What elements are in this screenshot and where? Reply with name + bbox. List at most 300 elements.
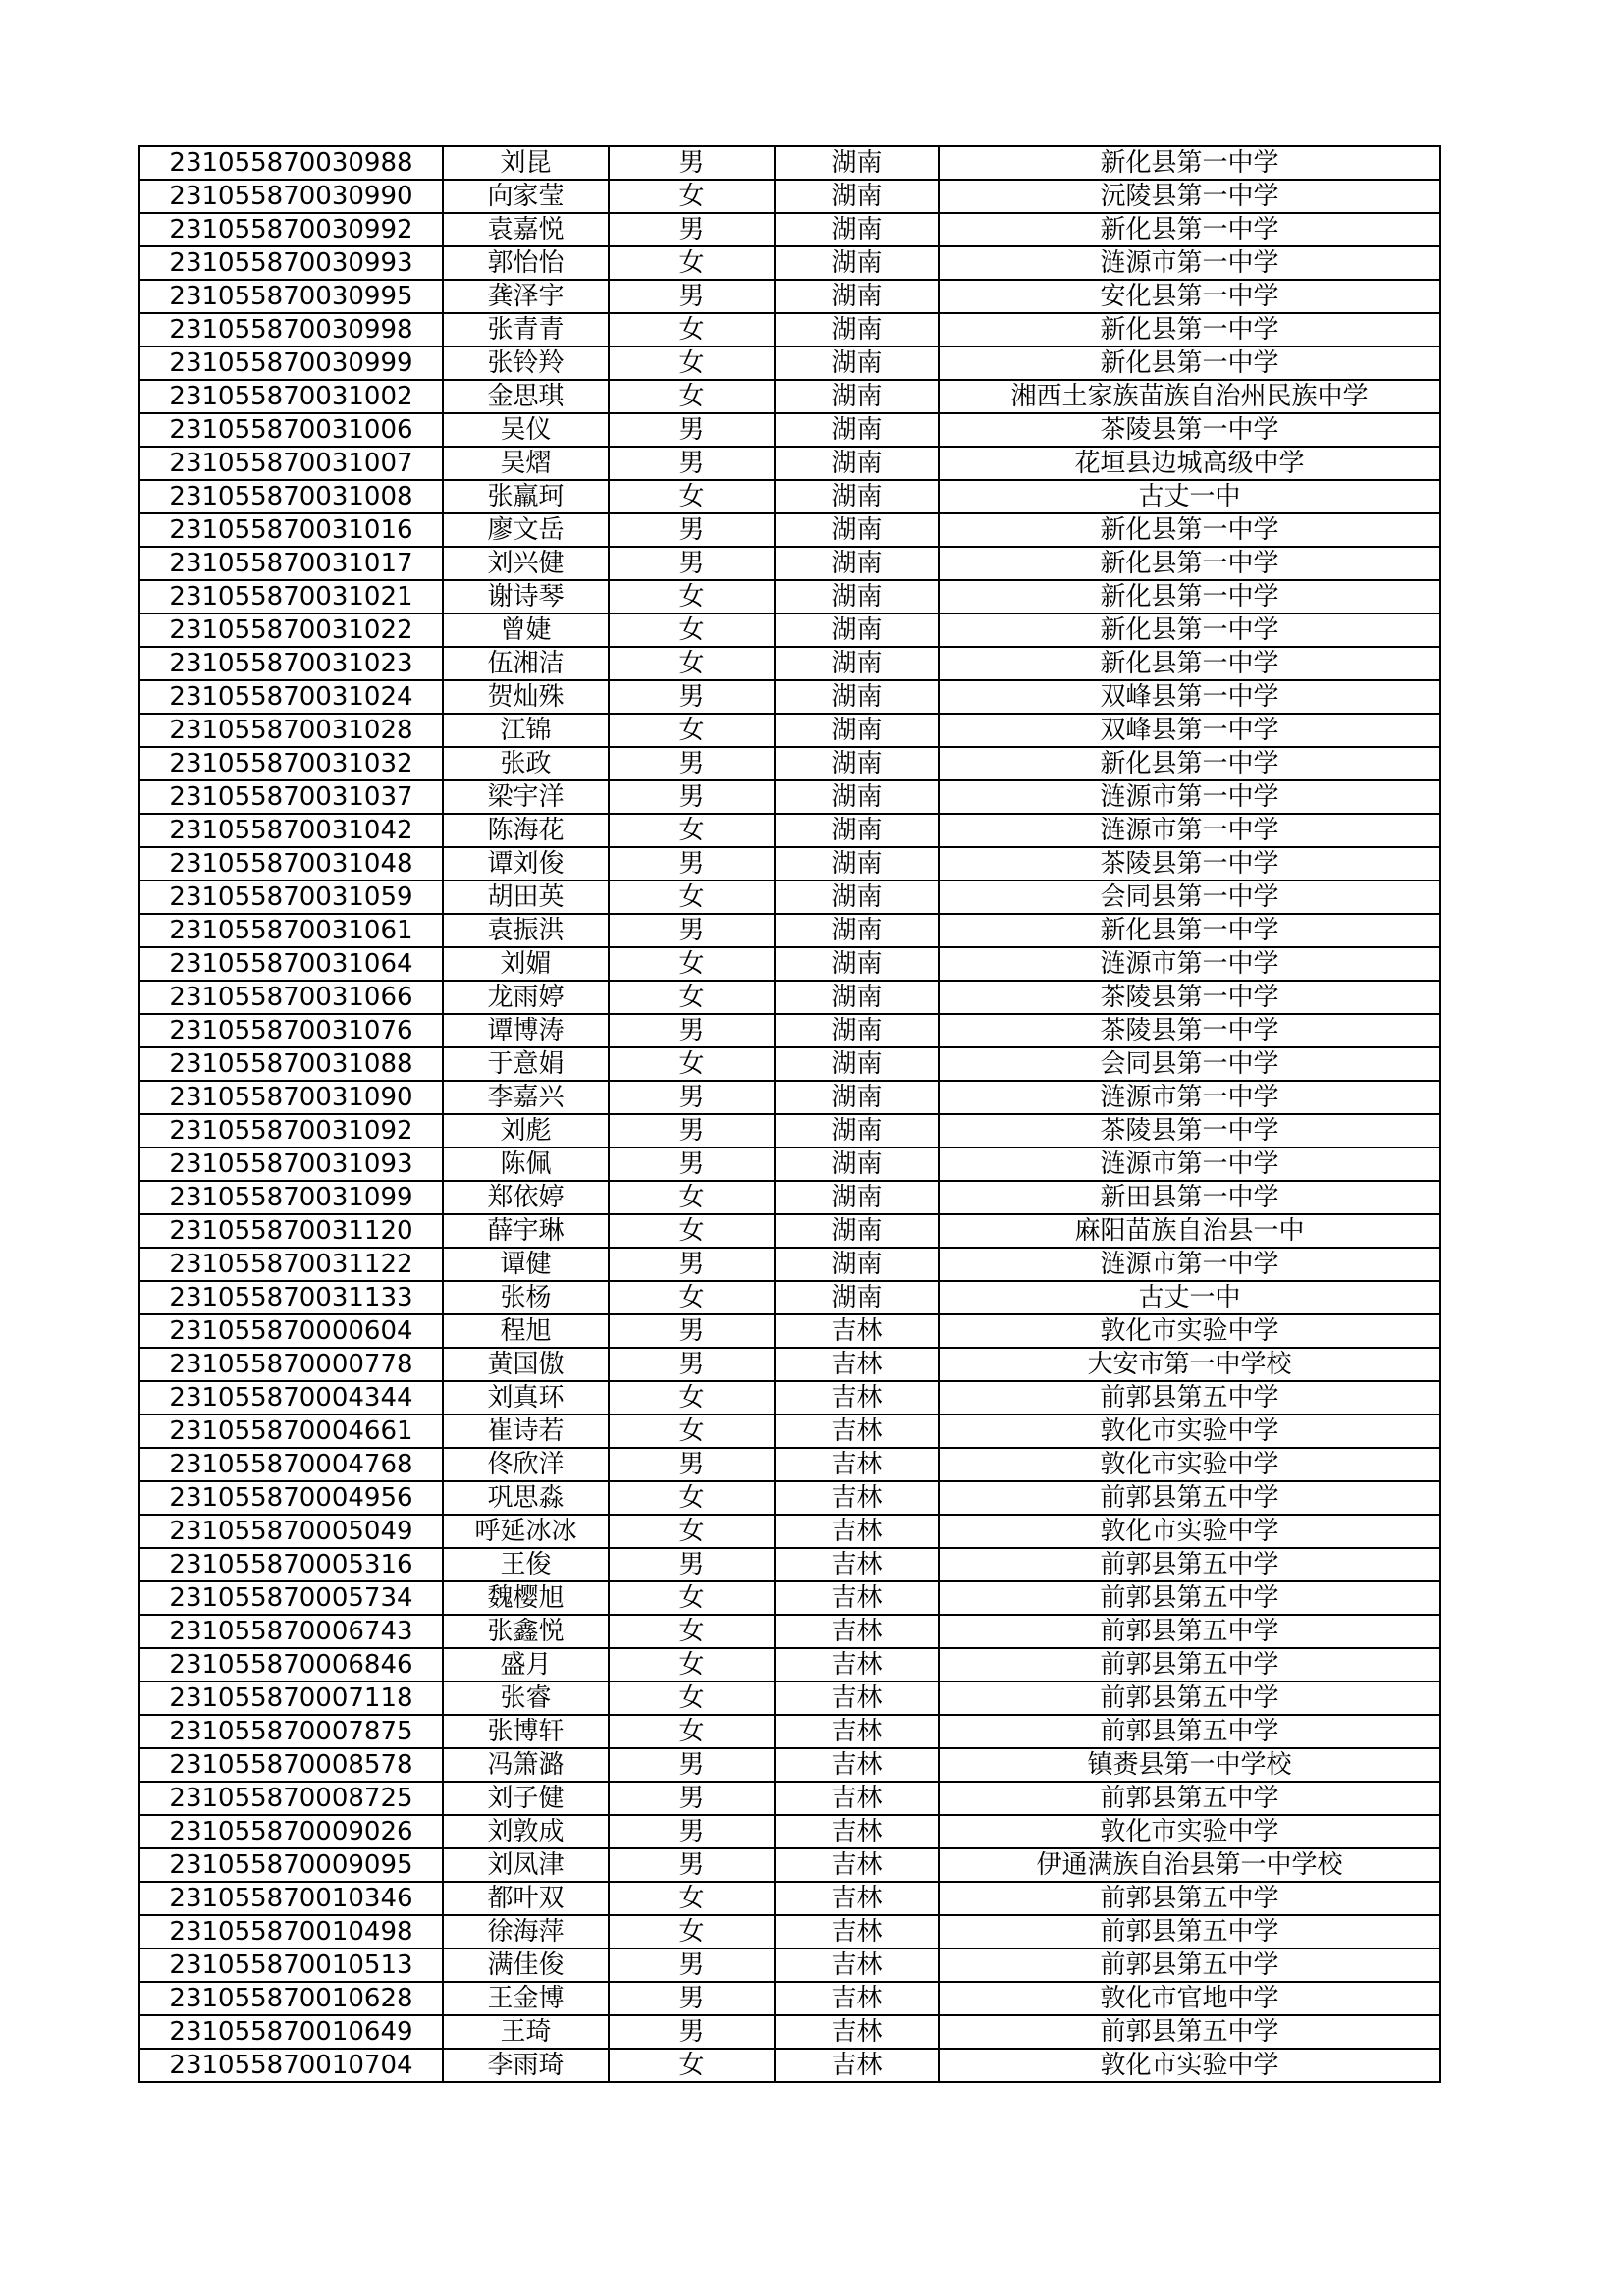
candidate-id-cell: 231055870004956: [139, 1481, 443, 1515]
school-cell: 涟源市第一中学: [939, 1081, 1440, 1114]
candidate-id-cell: 231055870030988: [139, 146, 443, 180]
candidate-id-cell: 231055870031076: [139, 1014, 443, 1047]
province-cell: 湖南: [775, 780, 939, 814]
province-cell: 湖南: [775, 1047, 939, 1081]
province-cell: 吉林: [775, 1348, 939, 1381]
name-cell: 陈海花: [443, 814, 609, 847]
province-cell: 湖南: [775, 246, 939, 280]
school-cell: 新化县第一中学: [939, 513, 1440, 547]
gender-cell: 男: [609, 280, 775, 313]
candidate-id-cell: 231055870007118: [139, 1682, 443, 1715]
table-row: [139, 480, 1440, 513]
name-cell: 贺灿殊: [443, 680, 609, 714]
school-cell: 伊通满族自治县第一中学校: [939, 1848, 1440, 1882]
gender-cell: 男: [609, 1848, 775, 1882]
gender-cell: 男: [609, 2015, 775, 2049]
candidate-id-cell: 231055870010498: [139, 1915, 443, 1949]
roster-table: [138, 145, 1441, 2083]
table-row: [139, 914, 1440, 947]
name-cell: 曾婕: [443, 614, 609, 647]
gender-cell: 男: [609, 1314, 775, 1348]
gender-cell: 女: [609, 947, 775, 981]
name-cell: 吴熠: [443, 447, 609, 480]
gender-cell: 女: [609, 380, 775, 413]
school-cell: 会同县第一中学: [939, 1047, 1440, 1081]
table-row: [139, 981, 1440, 1014]
table-row: [139, 2015, 1440, 2049]
name-cell: 张睿: [443, 1682, 609, 1715]
table-row: [139, 714, 1440, 747]
candidate-id-cell: 231055870031048: [139, 847, 443, 881]
name-cell: 张羸珂: [443, 480, 609, 513]
table-row: [139, 614, 1440, 647]
school-cell: 前郭县第五中学: [939, 1682, 1440, 1715]
table-row: [139, 1181, 1440, 1214]
gender-cell: 女: [609, 1214, 775, 1248]
candidate-id-cell: 231055870000604: [139, 1314, 443, 1348]
gender-cell: 男: [609, 680, 775, 714]
table-row: [139, 1915, 1440, 1949]
name-cell: 黄国傲: [443, 1348, 609, 1381]
candidate-id-cell: 231055870010704: [139, 2049, 443, 2082]
gender-cell: 男: [609, 780, 775, 814]
candidate-id-cell: 231055870031002: [139, 380, 443, 413]
table-row: [139, 213, 1440, 246]
school-cell: 涟源市第一中学: [939, 1248, 1440, 1281]
table-row: [139, 513, 1440, 547]
gender-cell: 男: [609, 1114, 775, 1148]
province-cell: 湖南: [775, 747, 939, 780]
candidate-id-cell: 231055870009095: [139, 1848, 443, 1882]
school-cell: 古丈一中: [939, 1281, 1440, 1314]
school-cell: 新化县第一中学: [939, 580, 1440, 614]
province-cell: 吉林: [775, 1782, 939, 1815]
school-cell: 敦化市实验中学: [939, 1515, 1440, 1548]
table-row: [139, 680, 1440, 714]
table-row: [139, 947, 1440, 981]
candidate-id-cell: 231055870030998: [139, 313, 443, 347]
candidate-id-cell: 231055870031024: [139, 680, 443, 714]
table-row: [139, 313, 1440, 347]
school-cell: 双峰县第一中学: [939, 714, 1440, 747]
candidate-id-cell: 231055870031122: [139, 1248, 443, 1281]
gender-cell: 男: [609, 1348, 775, 1381]
gender-cell: 女: [609, 1915, 775, 1949]
province-cell: 吉林: [775, 1882, 939, 1915]
gender-cell: 女: [609, 1381, 775, 1415]
province-cell: 湖南: [775, 380, 939, 413]
province-cell: 吉林: [775, 1682, 939, 1715]
candidate-id-cell: 231055870031093: [139, 1148, 443, 1181]
table-row: [139, 1415, 1440, 1448]
province-cell: 湖南: [775, 714, 939, 747]
school-cell: 茶陵县第一中学: [939, 1114, 1440, 1148]
province-cell: 吉林: [775, 1815, 939, 1848]
candidate-id-cell: 231055870006743: [139, 1615, 443, 1648]
table-row: [139, 1114, 1440, 1148]
school-cell: 敦化市实验中学: [939, 1415, 1440, 1448]
province-cell: 湖南: [775, 1214, 939, 1248]
school-cell: 涟源市第一中学: [939, 947, 1440, 981]
name-cell: 袁振洪: [443, 914, 609, 947]
candidate-id-cell: 231055870008578: [139, 1748, 443, 1782]
province-cell: 湖南: [775, 614, 939, 647]
gender-cell: 男: [609, 1982, 775, 2015]
school-cell: 涟源市第一中学: [939, 246, 1440, 280]
table-row: [139, 1615, 1440, 1648]
candidate-id-cell: 231055870031099: [139, 1181, 443, 1214]
candidate-id-cell: 231055870031032: [139, 747, 443, 780]
name-cell: 都叶双: [443, 1882, 609, 1915]
gender-cell: 女: [609, 2049, 775, 2082]
school-cell: 大安市第一中学校: [939, 1348, 1440, 1381]
table-row: [139, 1214, 1440, 1248]
name-cell: 龚泽宇: [443, 280, 609, 313]
gender-cell: 男: [609, 1081, 775, 1114]
table-row: [139, 2049, 1440, 2082]
gender-cell: 女: [609, 313, 775, 347]
table-row: [139, 1581, 1440, 1615]
candidate-id-cell: 231055870005049: [139, 1515, 443, 1548]
school-cell: 新化县第一中学: [939, 747, 1440, 780]
candidate-id-cell: 231055870031016: [139, 513, 443, 547]
candidate-id-cell: 231055870031008: [139, 480, 443, 513]
candidate-id-cell: 231055870031088: [139, 1047, 443, 1081]
name-cell: 向家莹: [443, 180, 609, 213]
candidate-id-cell: 231055870031028: [139, 714, 443, 747]
name-cell: 陈佩: [443, 1148, 609, 1181]
candidate-id-cell: 231055870000778: [139, 1348, 443, 1381]
table-row: [139, 847, 1440, 881]
candidate-id-cell: 231055870031064: [139, 947, 443, 981]
province-cell: 吉林: [775, 1949, 939, 1982]
candidate-id-cell: 231055870010346: [139, 1882, 443, 1915]
table-row: [139, 881, 1440, 914]
school-cell: 前郭县第五中学: [939, 1782, 1440, 1815]
gender-cell: 女: [609, 1515, 775, 1548]
candidate-id-cell: 231055870010649: [139, 2015, 443, 2049]
gender-cell: 男: [609, 1748, 775, 1782]
name-cell: 呼延冰冰: [443, 1515, 609, 1548]
province-cell: 吉林: [775, 2015, 939, 2049]
candidate-id-cell: 231055870031061: [139, 914, 443, 947]
province-cell: 湖南: [775, 347, 939, 380]
table-row: [139, 1882, 1440, 1915]
table-row: [139, 780, 1440, 814]
candidate-id-cell: 231055870031006: [139, 413, 443, 447]
roster-table-body: [139, 146, 1440, 2082]
candidate-id-cell: 231055870005316: [139, 1548, 443, 1581]
name-cell: 冯箫潞: [443, 1748, 609, 1782]
gender-cell: 男: [609, 914, 775, 947]
table-row: [139, 1982, 1440, 2015]
school-cell: 涟源市第一中学: [939, 1148, 1440, 1181]
province-cell: 吉林: [775, 1715, 939, 1748]
table-row: [139, 1481, 1440, 1515]
school-cell: 新化县第一中学: [939, 213, 1440, 246]
province-cell: 湖南: [775, 1148, 939, 1181]
school-cell: 敦化市实验中学: [939, 1314, 1440, 1348]
province-cell: 湖南: [775, 547, 939, 580]
candidate-id-cell: 231055870030992: [139, 213, 443, 246]
candidate-id-cell: 231055870004661: [139, 1415, 443, 1448]
gender-cell: 女: [609, 580, 775, 614]
name-cell: 徐海萍: [443, 1915, 609, 1949]
name-cell: 张政: [443, 747, 609, 780]
table-row: [139, 1248, 1440, 1281]
name-cell: 李嘉兴: [443, 1081, 609, 1114]
table-row: [139, 1848, 1440, 1882]
school-cell: 前郭县第五中学: [939, 2015, 1440, 2049]
province-cell: 吉林: [775, 1381, 939, 1415]
name-cell: 薛宇琳: [443, 1214, 609, 1248]
province-cell: 吉林: [775, 1314, 939, 1348]
province-cell: 湖南: [775, 513, 939, 547]
table-row: [139, 1448, 1440, 1481]
gender-cell: 男: [609, 213, 775, 246]
name-cell: 谭健: [443, 1248, 609, 1281]
gender-cell: 女: [609, 1581, 775, 1615]
name-cell: 谢诗琴: [443, 580, 609, 614]
gender-cell: 女: [609, 1481, 775, 1515]
gender-cell: 男: [609, 547, 775, 580]
school-cell: 前郭县第五中学: [939, 1715, 1440, 1748]
province-cell: 湖南: [775, 447, 939, 480]
school-cell: 沅陵县第一中学: [939, 180, 1440, 213]
gender-cell: 女: [609, 981, 775, 1014]
candidate-id-cell: 231055870030993: [139, 246, 443, 280]
table-row: [139, 1715, 1440, 1748]
name-cell: 张博轩: [443, 1715, 609, 1748]
province-cell: 湖南: [775, 680, 939, 714]
school-cell: 前郭县第五中学: [939, 1915, 1440, 1949]
gender-cell: 男: [609, 146, 775, 180]
table-row: [139, 1682, 1440, 1715]
candidate-id-cell: 231055870004344: [139, 1381, 443, 1415]
school-cell: 安化县第一中学: [939, 280, 1440, 313]
gender-cell: 女: [609, 647, 775, 680]
gender-cell: 男: [609, 1815, 775, 1848]
gender-cell: 女: [609, 1882, 775, 1915]
candidate-id-cell: 231055870010628: [139, 1982, 443, 2015]
province-cell: 吉林: [775, 1415, 939, 1448]
school-cell: 敦化市实验中学: [939, 2049, 1440, 2082]
school-cell: 新化县第一中学: [939, 647, 1440, 680]
province-cell: 湖南: [775, 647, 939, 680]
school-cell: 前郭县第五中学: [939, 1381, 1440, 1415]
name-cell: 刘真环: [443, 1381, 609, 1415]
candidate-id-cell: 231055870031133: [139, 1281, 443, 1314]
table-row: [139, 1148, 1440, 1181]
name-cell: 张鑫悦: [443, 1615, 609, 1648]
name-cell: 郭怡怡: [443, 246, 609, 280]
table-row: [139, 347, 1440, 380]
school-cell: 新化县第一中学: [939, 313, 1440, 347]
candidate-id-cell: 231055870031042: [139, 814, 443, 847]
name-cell: 谭刘俊: [443, 847, 609, 881]
gender-cell: 女: [609, 1047, 775, 1081]
table-row: [139, 1381, 1440, 1415]
name-cell: 谭博涛: [443, 1014, 609, 1047]
gender-cell: 女: [609, 1682, 775, 1715]
name-cell: 胡田英: [443, 881, 609, 914]
candidate-id-cell: 231055870030999: [139, 347, 443, 380]
name-cell: 王俊: [443, 1548, 609, 1581]
name-cell: 刘昆: [443, 146, 609, 180]
name-cell: 刘彪: [443, 1114, 609, 1148]
candidate-id-cell: 231055870031022: [139, 614, 443, 647]
gender-cell: 女: [609, 347, 775, 380]
gender-cell: 女: [609, 246, 775, 280]
school-cell: 前郭县第五中学: [939, 1581, 1440, 1615]
name-cell: 李雨琦: [443, 2049, 609, 2082]
name-cell: 张铃羚: [443, 347, 609, 380]
province-cell: 吉林: [775, 1982, 939, 2015]
gender-cell: 男: [609, 1148, 775, 1181]
candidate-id-cell: 231055870008725: [139, 1782, 443, 1815]
gender-cell: 男: [609, 847, 775, 881]
school-cell: 前郭县第五中学: [939, 1481, 1440, 1515]
gender-cell: 男: [609, 1448, 775, 1481]
table-row: [139, 180, 1440, 213]
name-cell: 刘兴健: [443, 547, 609, 580]
school-cell: 新化县第一中学: [939, 347, 1440, 380]
table-row: [139, 1081, 1440, 1114]
name-cell: 满佳俊: [443, 1949, 609, 1982]
school-cell: 花垣县边城高级中学: [939, 447, 1440, 480]
gender-cell: 女: [609, 1181, 775, 1214]
province-cell: 湖南: [775, 213, 939, 246]
candidate-id-cell: 231055870031066: [139, 981, 443, 1014]
province-cell: 湖南: [775, 1014, 939, 1047]
table-row: [139, 280, 1440, 313]
table-row: [139, 580, 1440, 614]
province-cell: 吉林: [775, 1848, 939, 1882]
gender-cell: 男: [609, 1949, 775, 1982]
table-row: [139, 1281, 1440, 1314]
candidate-id-cell: 231055870030990: [139, 180, 443, 213]
school-cell: 涟源市第一中学: [939, 814, 1440, 847]
table-row: [139, 1548, 1440, 1581]
table-row: [139, 1348, 1440, 1381]
name-cell: 王琦: [443, 2015, 609, 2049]
candidate-id-cell: 231055870031021: [139, 580, 443, 614]
province-cell: 吉林: [775, 1448, 939, 1481]
name-cell: 袁嘉悦: [443, 213, 609, 246]
province-cell: 湖南: [775, 480, 939, 513]
school-cell: 湘西土家族苗族自治州民族中学: [939, 380, 1440, 413]
name-cell: 廖文岳: [443, 513, 609, 547]
gender-cell: 女: [609, 1715, 775, 1748]
table-row: [139, 1949, 1440, 1982]
table-row: [139, 380, 1440, 413]
province-cell: 湖南: [775, 1114, 939, 1148]
province-cell: 湖南: [775, 280, 939, 313]
school-cell: 新化县第一中学: [939, 614, 1440, 647]
name-cell: 程旭: [443, 1314, 609, 1348]
gender-cell: 女: [609, 480, 775, 513]
school-cell: 新化县第一中学: [939, 547, 1440, 580]
school-cell: 镇赉县第一中学校: [939, 1748, 1440, 1782]
name-cell: 金思琪: [443, 380, 609, 413]
province-cell: 吉林: [775, 2049, 939, 2082]
gender-cell: 女: [609, 1281, 775, 1314]
gender-cell: 女: [609, 714, 775, 747]
gender-cell: 女: [609, 180, 775, 213]
name-cell: 梁宇洋: [443, 780, 609, 814]
candidate-id-cell: 231055870007875: [139, 1715, 443, 1748]
name-cell: 王金博: [443, 1982, 609, 2015]
name-cell: 刘子健: [443, 1782, 609, 1815]
table-row: [139, 1014, 1440, 1047]
name-cell: 张青青: [443, 313, 609, 347]
gender-cell: 男: [609, 413, 775, 447]
province-cell: 吉林: [775, 1581, 939, 1615]
gender-cell: 女: [609, 814, 775, 847]
gender-cell: 男: [609, 1782, 775, 1815]
name-cell: 刘敦成: [443, 1815, 609, 1848]
school-cell: 茶陵县第一中学: [939, 413, 1440, 447]
province-cell: 湖南: [775, 1081, 939, 1114]
school-cell: 新化县第一中学: [939, 146, 1440, 180]
name-cell: 巩思淼: [443, 1481, 609, 1515]
school-cell: 双峰县第一中学: [939, 680, 1440, 714]
candidate-id-cell: 231055870031023: [139, 647, 443, 680]
table-row: [139, 1748, 1440, 1782]
name-cell: 刘凤津: [443, 1848, 609, 1882]
province-cell: 湖南: [775, 881, 939, 914]
gender-cell: 女: [609, 1648, 775, 1682]
school-cell: 前郭县第五中学: [939, 1949, 1440, 1982]
province-cell: 湖南: [775, 814, 939, 847]
candidate-id-cell: 231055870030995: [139, 280, 443, 313]
table-row: [139, 547, 1440, 580]
gender-cell: 女: [609, 1615, 775, 1648]
province-cell: 吉林: [775, 1648, 939, 1682]
name-cell: 龙雨婷: [443, 981, 609, 1014]
table-row: [139, 814, 1440, 847]
school-cell: 茶陵县第一中学: [939, 847, 1440, 881]
province-cell: 吉林: [775, 1548, 939, 1581]
table-row: [139, 1515, 1440, 1548]
province-cell: 湖南: [775, 1281, 939, 1314]
school-cell: 新田县第一中学: [939, 1181, 1440, 1214]
province-cell: 吉林: [775, 1748, 939, 1782]
candidate-id-cell: 231055870031017: [139, 547, 443, 580]
school-cell: 敦化市实验中学: [939, 1448, 1440, 1481]
school-cell: 古丈一中: [939, 480, 1440, 513]
name-cell: 刘媚: [443, 947, 609, 981]
gender-cell: 男: [609, 1014, 775, 1047]
school-cell: 前郭县第五中学: [939, 1648, 1440, 1682]
school-cell: 会同县第一中学: [939, 881, 1440, 914]
school-cell: 前郭县第五中学: [939, 1882, 1440, 1915]
province-cell: 吉林: [775, 1615, 939, 1648]
candidate-id-cell: 231055870006846: [139, 1648, 443, 1682]
gender-cell: 男: [609, 447, 775, 480]
table-row: [139, 146, 1440, 180]
province-cell: 湖南: [775, 580, 939, 614]
table-row: [139, 1047, 1440, 1081]
province-cell: 湖南: [775, 313, 939, 347]
province-cell: 湖南: [775, 180, 939, 213]
province-cell: 吉林: [775, 1915, 939, 1949]
name-cell: 于意娟: [443, 1047, 609, 1081]
table-row: [139, 246, 1440, 280]
candidate-id-cell: 231055870004768: [139, 1448, 443, 1481]
school-cell: 前郭县第五中学: [939, 1615, 1440, 1648]
candidate-id-cell: 231055870010513: [139, 1949, 443, 1982]
